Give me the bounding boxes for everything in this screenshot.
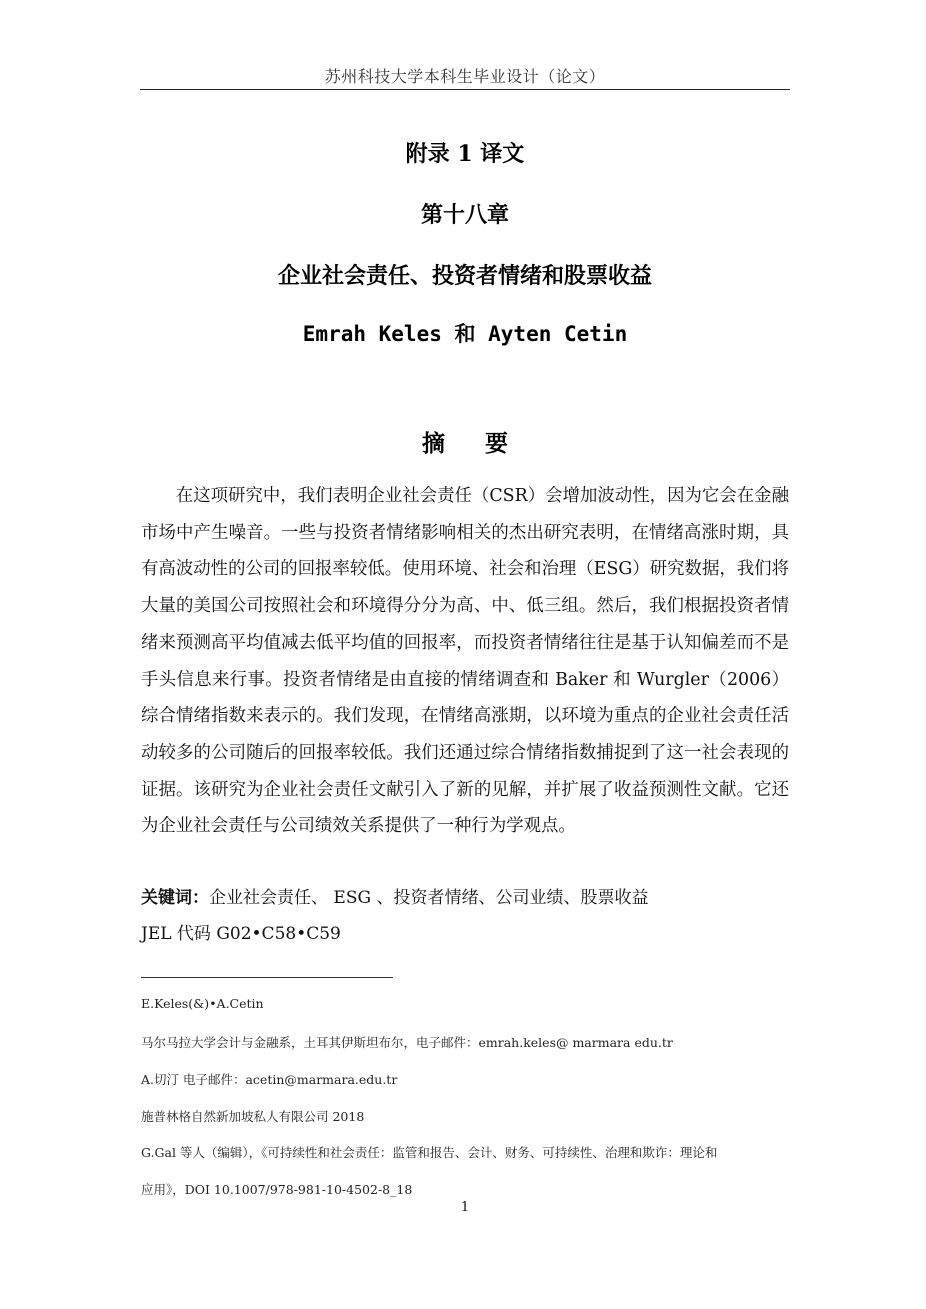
jel-codes: JEL 代码 G02•C58•C59 (141, 924, 341, 944)
footnote-authors: E.Keles(&)•A.Cetin (141, 996, 264, 1011)
abstract-heading: 摘 要 (421, 430, 524, 457)
keywords-text: 企业社会责任、 ESG 、投资者情绪、公司业绩、股票收益 (209, 888, 649, 908)
appendix-title: 附录 1 译文 (405, 141, 525, 167)
footnote-cetin-email: A.切汀 电子邮件：acetin@marmara.edu.tr (141, 1072, 398, 1087)
page-number: 1 (460, 1200, 470, 1215)
footnote-citation: G.Gal 等人（编辑），《可持续性和社会责任：监管和报告、会计、财务、可持续性、治理和欺诈：理论和 (141, 1145, 718, 1160)
footnote-citation-continued: 应用》，DOI 10.1007/978-981-10-4502-8_18 (141, 1182, 413, 1197)
footnote-publisher: 施普林格自然新加坡私人有限公司 2018 (141, 1109, 365, 1124)
paper-title: 企业社会责任、投资者情绪和股票收益 (277, 263, 652, 289)
chapter-title: 第十八章 (420, 202, 509, 228)
keywords-line (141, 880, 789, 916)
authors-line: Emrah Keles 和 Ayten Cetin (302, 322, 628, 346)
footnote-divider (141, 977, 393, 978)
header-divider (140, 89, 790, 90)
keywords-label: 关键词： (141, 888, 209, 908)
footnote-affiliation: 马尔马拉大学会计与金融系，土耳其伊斯坦布尔，电子邮件：emrah.keles@ marmara edu.tr (141, 1035, 673, 1050)
page-header: 苏州科技大学本科生毕业设计（论文） (324, 67, 606, 86)
abstract-paragraph: 在这项研究中，我们表明企业社会责任（CSR）会增加波动性，因为它会在金融市场中产生噪音。一些与投资者情绪影响相关的杰出研究表明，在情绪高涨时期，具有高波动性的公司的回报率较低。使用环境、社会和治理（ESG）研究数据，我们将大量的美国公司按照社会和环境得分分为高、中、低三组。然后，我们根据投资者情绪来预测高平均值减去低平均值的回报率，而投资者情绪往往是基于认知偏差而不是手头信息来行事。投资者情绪是由直接的情绪调查和 Baker 和 Wurgler（2006）综合情绪指数来表示的。我们发现，在情绪高涨期，以环境为重点的企业社会责任活动较多的公司随后的回报率较低。我们还通过综合情绪指数捕捉到了这一社会表现的证据。该研究为企业社会责任文献引入了新的见解，并扩展了收益预测性文献。它还为企业社会责任与公司绩效关系提供了一种行为学观点。 (141, 486, 789, 837)
